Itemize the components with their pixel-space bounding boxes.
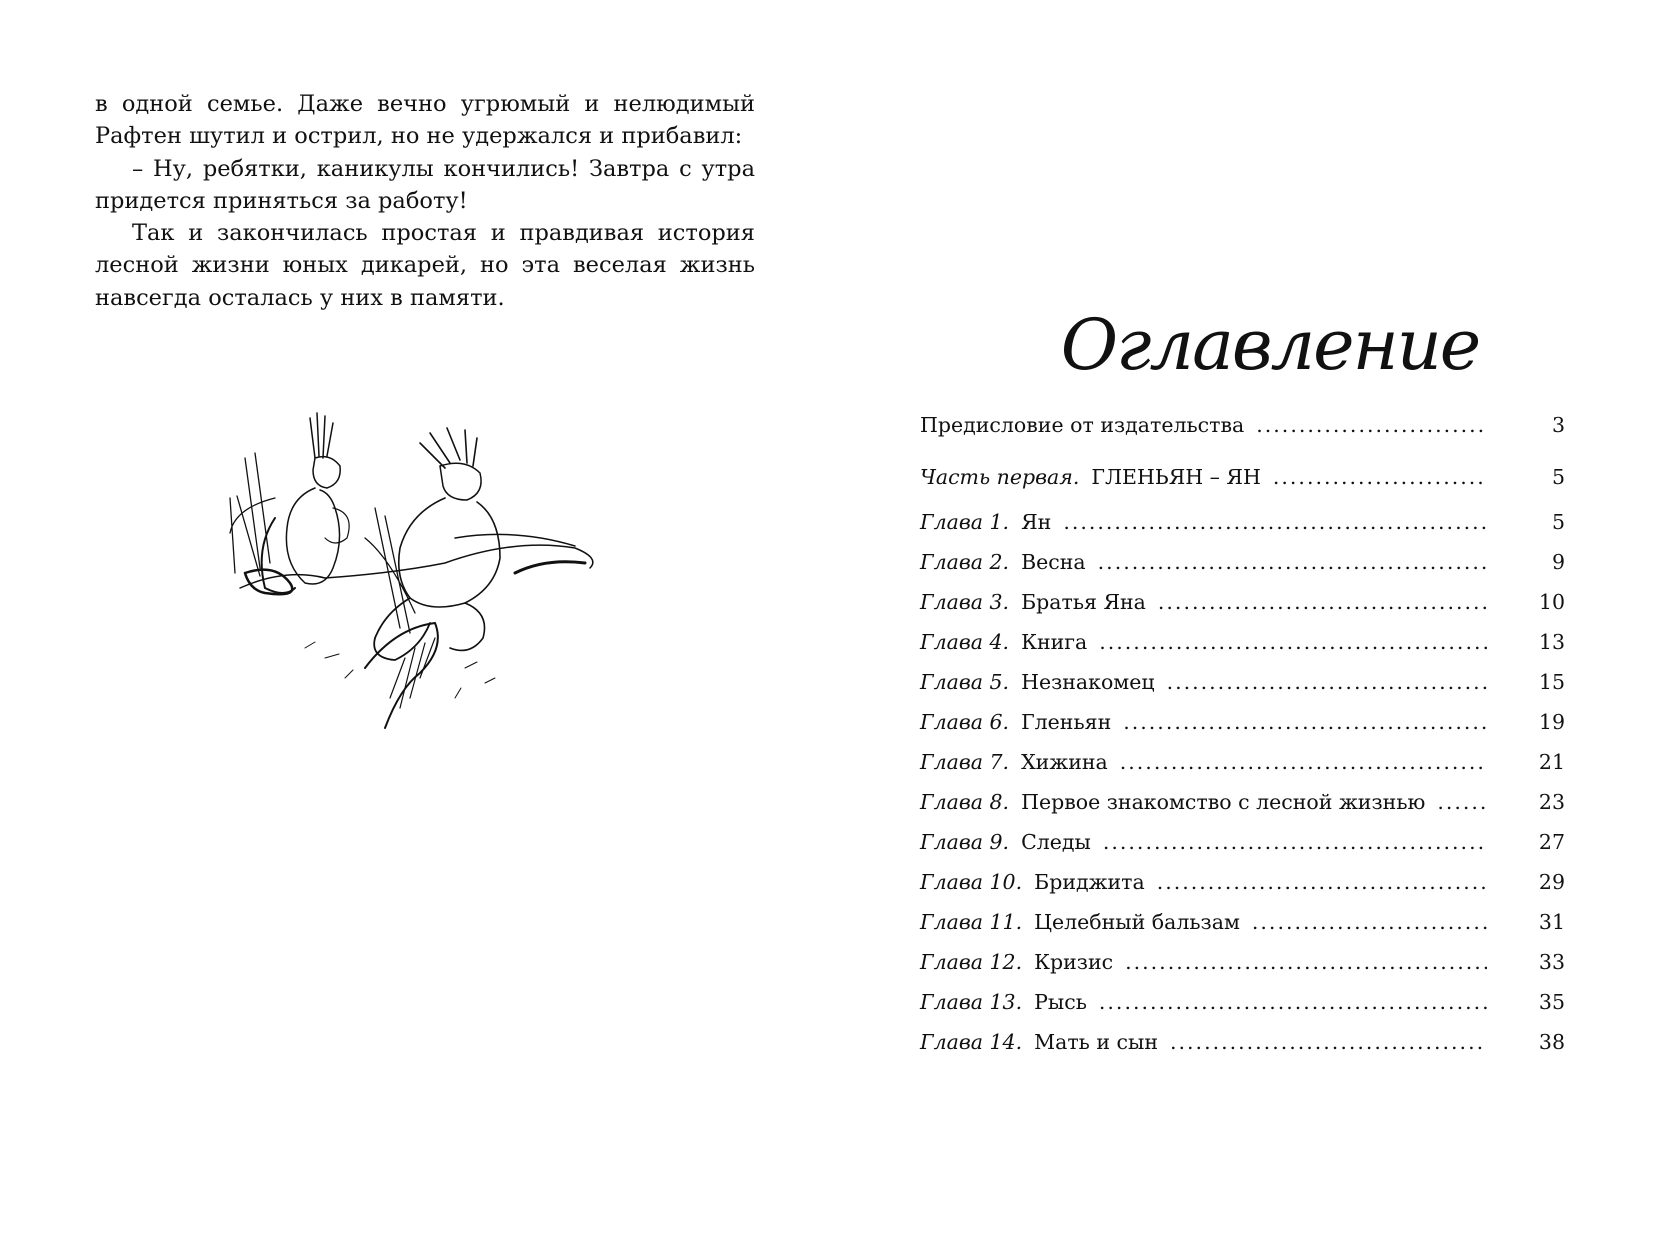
- toc-entry-title: Гленьян: [1021, 710, 1112, 734]
- toc-leader-dots: [1437, 790, 1487, 814]
- toc-leader-dots: [1158, 590, 1487, 614]
- toc-entry[interactable]: [920, 990, 1565, 1020]
- toc-entry-title: Предисловие от издательства: [920, 413, 1245, 437]
- toc-entry-page: 33: [1538, 950, 1565, 974]
- toc-entry-prefix: Глава 8.: [920, 790, 1010, 814]
- toc-entry[interactable]: [920, 870, 1565, 900]
- toc-entry[interactable]: [920, 710, 1565, 740]
- toc-entry[interactable]: [920, 413, 1565, 443]
- toc-entry-page: 5: [1551, 510, 1565, 534]
- toc-leader-dots: [1103, 830, 1487, 854]
- toc-entry[interactable]: [920, 670, 1565, 700]
- toc-entry[interactable]: [920, 590, 1565, 620]
- toc-entry-prefix: Глава 5.: [920, 670, 1010, 694]
- toc-heading: Оглавление: [1060, 304, 1480, 386]
- boys-sketch-illustration: [215, 398, 635, 768]
- toc-entry-prefix: Глава 13.: [920, 990, 1023, 1014]
- toc-entry-title: Рысь: [1034, 990, 1087, 1014]
- toc-entry-prefix: Глава 2.: [920, 550, 1010, 574]
- toc-entry-page: 5: [1551, 465, 1565, 489]
- toc-entry-page: 35: [1538, 990, 1565, 1014]
- toc-entry-prefix: Глава 6.: [920, 710, 1010, 734]
- toc-entry[interactable]: [920, 1030, 1565, 1060]
- toc-entry-prefix: Глава 11.: [920, 910, 1023, 934]
- toc-entry-prefix: Глава 4.: [920, 630, 1010, 654]
- toc-entry-prefix: Часть первая.: [920, 465, 1080, 489]
- toc-entry[interactable]: [920, 465, 1565, 495]
- toc-entry-title: Кризис: [1034, 950, 1114, 974]
- body-text: [95, 88, 755, 314]
- toc-entry-title: Первое знакомство с лесной жизнью: [1021, 790, 1426, 814]
- toc-leader-dots: [1157, 870, 1487, 894]
- toc-entry[interactable]: [920, 830, 1565, 860]
- toc-entry-prefix: Глава 7.: [920, 750, 1010, 774]
- toc-entry-page: 31: [1538, 910, 1565, 934]
- toc-entry-page: 15: [1538, 670, 1565, 694]
- toc-entry-title: Мать и сын: [1034, 1030, 1158, 1054]
- toc-leader-dots: [1273, 465, 1487, 489]
- paragraph: Так и закончилась простая и правдивая история лесной жизни юных дикарей, но эта веселая жизнь навсегда осталась у них в памяти.: [95, 220, 755, 311]
- toc-entry-prefix: Глава 14.: [920, 1030, 1023, 1054]
- toc-leader-dots: [1125, 950, 1487, 974]
- toc-leader-dots: [1256, 413, 1487, 437]
- toc-entry-page: 29: [1538, 870, 1565, 894]
- toc-entry-page: 10: [1538, 590, 1565, 614]
- toc-entry[interactable]: [920, 910, 1565, 940]
- toc-entry[interactable]: [920, 950, 1565, 980]
- toc-leader-dots: [1170, 1030, 1487, 1054]
- toc-entry-page: 9: [1551, 550, 1565, 574]
- toc-entry-page: 13: [1538, 630, 1565, 654]
- toc-leader-dots: [1099, 630, 1487, 654]
- toc-leader-dots: [1099, 990, 1487, 1014]
- toc-entry[interactable]: [920, 750, 1565, 780]
- toc-entry-title: Братья Яна: [1021, 590, 1146, 614]
- toc-entry-title: Следы: [1021, 830, 1091, 854]
- toc-entry-title: Книга: [1021, 630, 1088, 654]
- paragraph: в одной семье. Даже вечно угрюмый и нелюдимый Рафтен шутил и острил, но не удержался и прибавил:: [95, 91, 755, 150]
- toc-leader-dots: [1098, 550, 1487, 574]
- toc-entry-title: ГЛЕНЬЯН – ЯН: [1091, 465, 1261, 489]
- toc-entry-title: Незнакомец: [1021, 670, 1155, 694]
- toc-entry-title: Весна: [1021, 550, 1086, 574]
- toc-entry-page: 19: [1538, 710, 1565, 734]
- toc-entry[interactable]: [920, 510, 1565, 540]
- toc-leader-dots: [1063, 510, 1487, 534]
- toc-leader-dots: [1120, 750, 1487, 774]
- paragraph: – Ну, ребятки, каникулы кончились! Завтра с утра придется приняться за работу!: [95, 155, 755, 214]
- toc-entry[interactable]: [920, 790, 1565, 820]
- toc-entry-title: Хижина: [1021, 750, 1108, 774]
- toc-entry-page: 38: [1538, 1030, 1565, 1054]
- toc-entry-prefix: Глава 12.: [920, 950, 1023, 974]
- toc-leader-dots: [1252, 910, 1487, 934]
- toc-entry-prefix: Глава 10.: [920, 870, 1023, 894]
- toc-entry[interactable]: [920, 630, 1565, 660]
- toc-entry-title: Ян: [1021, 510, 1052, 534]
- toc-leader-dots: [1123, 710, 1487, 734]
- toc-entry-page: 23: [1538, 790, 1565, 814]
- toc-leader-dots: [1167, 670, 1487, 694]
- toc-entry-prefix: Глава 1.: [920, 510, 1010, 534]
- toc-entry-prefix: Глава 3.: [920, 590, 1010, 614]
- toc-entry-page: 3: [1551, 413, 1565, 437]
- toc-entry-prefix: Глава 9.: [920, 830, 1010, 854]
- toc-entry-title: Целебный бальзам: [1034, 910, 1240, 934]
- toc-entry-page: 27: [1538, 830, 1565, 854]
- toc-entry[interactable]: [920, 550, 1565, 580]
- toc-entry-page: 21: [1538, 750, 1565, 774]
- toc-entry-title: Бриджита: [1034, 870, 1145, 894]
